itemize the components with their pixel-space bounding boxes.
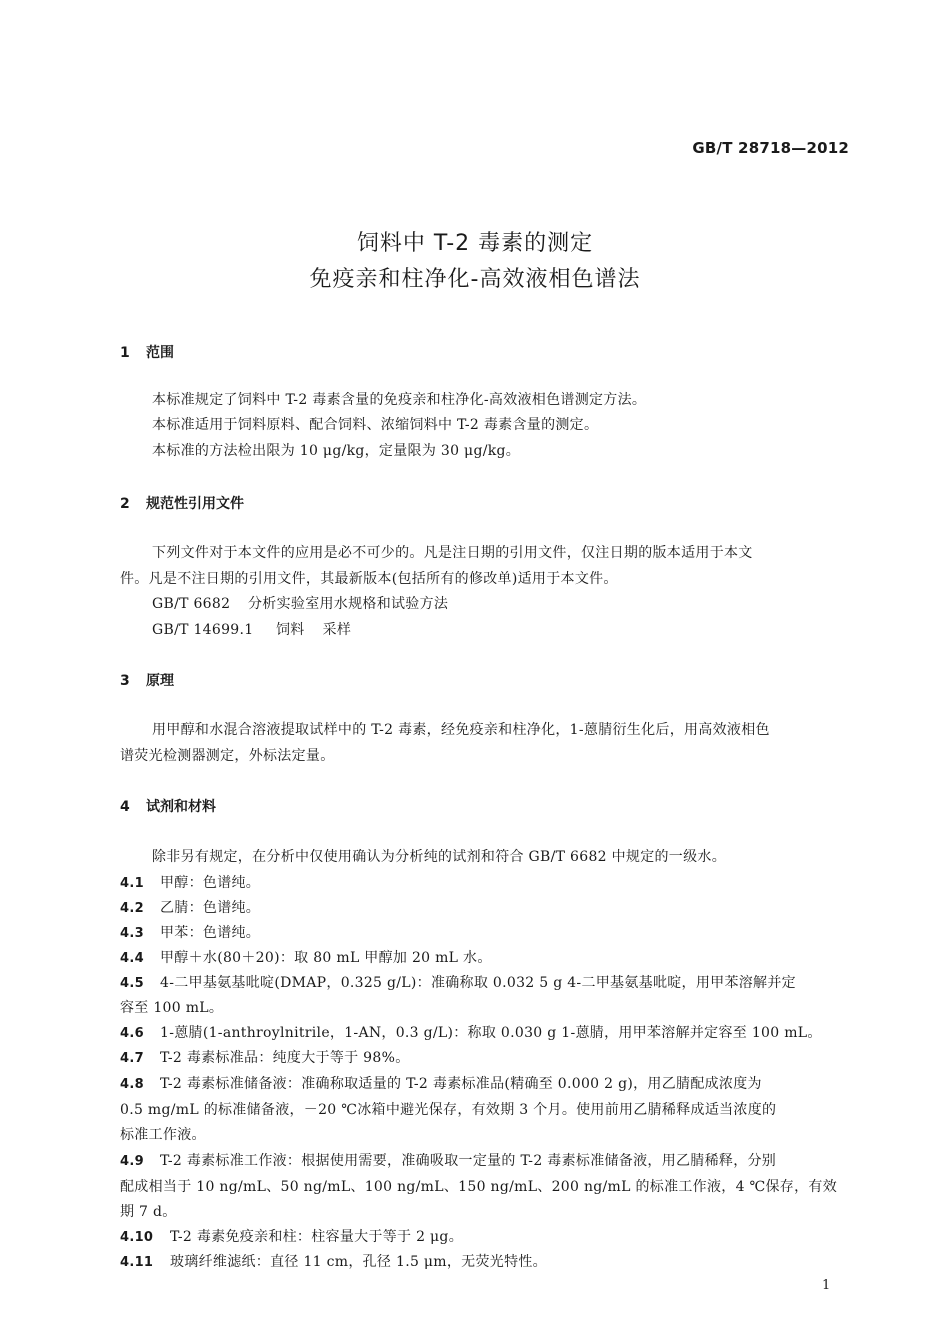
section-1-heading	[120, 342, 174, 362]
item-number: 4.6	[120, 1026, 144, 1041]
section-title: 规范性引用文件	[146, 496, 244, 512]
item-number: 4.7	[120, 1051, 144, 1066]
item-number: 4.8	[120, 1077, 144, 1092]
item-number: 4.1	[120, 876, 144, 891]
paragraph: 本标准的方法检出限为 10 μg/kg，定量限为 30 μg/kg。	[152, 443, 521, 459]
item-text: 4-二甲基氨基吡啶(DMAP，0.325 g/L)：准确称取 0.032 5 g 4-二甲基氨基吡啶，用甲苯溶解并定	[160, 975, 796, 991]
list-item	[120, 922, 260, 942]
section-2-heading	[120, 493, 244, 513]
page-number: 1	[822, 1278, 831, 1293]
reference-code: GB/T 6682	[152, 596, 231, 612]
paragraph-continuation: 谱荧光检测器测定，外标法定量。	[120, 748, 335, 764]
list-item-continuation: 标准工作液。	[120, 1127, 206, 1143]
title-line-1: 饲料中 T-2 毒素的测定	[356, 231, 594, 256]
item-text: 甲醇＋水(80＋20)：取 80 mL 甲醇加 20 mL 水。	[160, 950, 492, 966]
list-item	[120, 1226, 463, 1246]
reference-name: 饲料	[276, 622, 305, 638]
section-4-heading	[120, 796, 216, 816]
item-text: 乙腈：色谱纯。	[160, 900, 261, 916]
item-text: 1-蒽腈(1-anthroylnitrile，1-AN，0.3 g/L)：称取 0.030 g 1-蒽腈，用甲苯溶解并定容至 100 mL。	[160, 1025, 822, 1041]
normative-reference	[152, 593, 448, 613]
list-item	[120, 1047, 410, 1067]
list-item	[120, 1073, 762, 1093]
item-text: T-2 毒素免疫亲和柱：柱容量大于等于 2 μg。	[170, 1229, 463, 1245]
section-number: 1	[120, 345, 130, 361]
paragraph: 除非另有规定，在分析中仅使用确认为分析纯的试剂和符合 GB/T 6682 中规定的一级水。	[152, 849, 727, 865]
list-item-continuation: 配成相当于 10 ng/mL、50 ng/mL、100 ng/mL、150 ng/mL、200 ng/mL 的标准工作液，4 ℃保存，有效	[120, 1179, 837, 1195]
item-number: 4.10	[120, 1230, 154, 1245]
list-item-continuation: 容至 100 mL。	[120, 1000, 224, 1016]
normative-reference	[152, 619, 351, 639]
section-number: 2	[120, 496, 130, 512]
item-text: 玻璃纤维滤纸：直径 11 cm，孔径 1.5 μm，无荧光特性。	[170, 1254, 547, 1270]
item-number: 4.9	[120, 1154, 144, 1169]
item-number: 4.5	[120, 976, 144, 991]
item-text: T-2 毒素标准工作液：根据使用需要，准确吸取一定量的 T-2 毒素标准储备液，用乙腈稀释，分别	[160, 1153, 777, 1169]
list-item	[120, 1022, 822, 1042]
section-title: 试剂和材料	[146, 799, 216, 815]
title-line-2: 免疫亲和柱净化-高效液相色谱法	[309, 267, 641, 292]
section-title: 范围	[146, 345, 174, 361]
item-text: T-2 毒素标准品：纯度大于等于 98%。	[160, 1050, 410, 1066]
list-item	[120, 897, 260, 917]
list-item	[120, 1251, 547, 1271]
list-item	[120, 947, 492, 967]
item-number: 4.2	[120, 901, 144, 916]
paragraph: 下列文件对于本文件的应用是必不可少的。凡是注日期的引用文件，仅注日期的版本适用于本文	[152, 545, 753, 561]
item-text: 甲苯：色谱纯。	[160, 925, 261, 941]
section-number: 3	[120, 673, 130, 689]
paragraph: 用甲醇和水混合溶液提取试样中的 T-2 毒素，经免疫亲和柱净化，1-蒽腈衍生化后，用高效液相色	[152, 722, 770, 738]
list-item-continuation: 期 7 d。	[120, 1204, 177, 1220]
reference-code: GB/T 14699.1	[152, 622, 254, 638]
reference-name-part: 采样	[322, 622, 352, 638]
section-number: 4	[120, 799, 130, 815]
section-3-heading	[120, 670, 174, 690]
reference-name: 分析实验室用水规格和试验方法	[248, 596, 449, 612]
list-item	[120, 972, 796, 992]
item-number: 4.3	[120, 926, 144, 941]
standard-code: GB/T 28718—2012	[692, 139, 849, 157]
list-item-continuation: 0.5 mg/mL 的标准储备液，－20 ℃冰箱中避光保存，有效期 3 个月。使用前用乙腈稀释成适当浓度的	[120, 1102, 777, 1118]
item-number: 4.11	[120, 1255, 154, 1270]
item-number: 4.4	[120, 951, 144, 966]
section-title: 原理	[146, 673, 174, 689]
item-text: 甲醇：色谱纯。	[160, 875, 261, 891]
list-item	[120, 1150, 776, 1170]
paragraph: 本标准规定了饲料中 T-2 毒素含量的免疫亲和柱净化-高效液相色谱测定方法。	[152, 392, 647, 408]
paragraph-continuation: 件。凡是不注日期的引用文件，其最新版本(包括所有的修改单)适用于本文件。	[120, 571, 618, 587]
paragraph: 本标准适用于饲料原料、配合饲料、浓缩饲料中 T-2 毒素含量的测定。	[152, 417, 599, 433]
list-item	[120, 872, 260, 892]
item-text: T-2 毒素标准储备液：准确称取适量的 T-2 毒素标准品(精确至 0.000 2 g)，用乙腈配成浓度为	[160, 1076, 762, 1092]
